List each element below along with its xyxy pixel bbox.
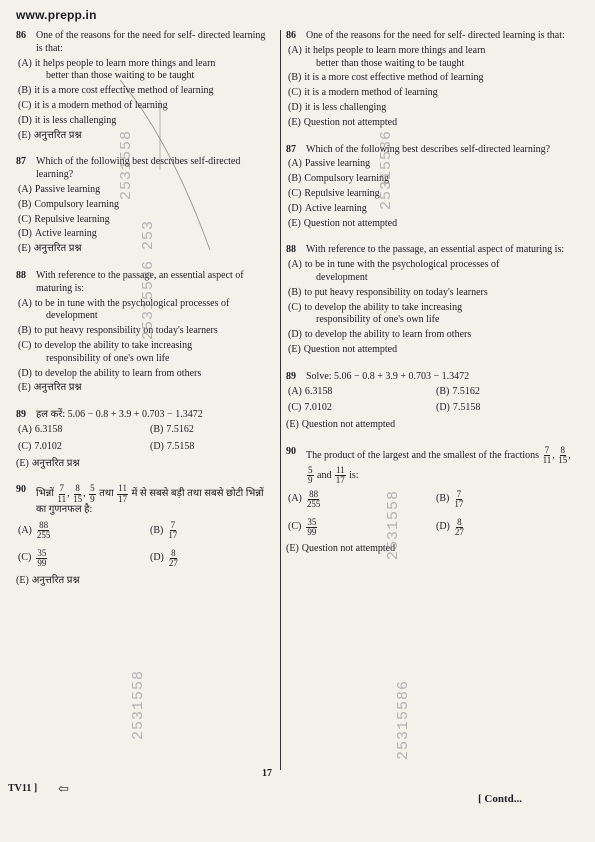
- option-d: (D) to develop the ability to learn from others: [288, 329, 472, 341]
- option-a: (A) 6.3158: [18, 423, 63, 435]
- option-e: (E) अनुत्तरित प्रश्न: [16, 574, 80, 586]
- option-a: (A) 6.3158: [288, 385, 333, 397]
- question-text: One of the reasons for the need for self- directed learning is that:: [306, 30, 565, 41]
- watermark: 25315586: [395, 679, 412, 760]
- option-b: (B) to put heavy responsibility on today's learners: [288, 286, 488, 298]
- option-d: (D) it is less challenging: [18, 114, 117, 126]
- fraction: $\frac{5}{9}$: [308, 464, 313, 486]
- option-a: (A) to be in tune with the psychological processes of development: [288, 259, 500, 283]
- question-89-left: [16, 409, 274, 470]
- option-d: (D) 7.5158: [150, 440, 195, 452]
- watermark: 25315586: [378, 129, 395, 210]
- option-c: (C) $\frac{35}{99}$: [18, 547, 47, 569]
- option-a: (A) to be in tune with the psychological processes of development: [18, 297, 230, 322]
- option-b: (B) $\frac{7}{17}$: [150, 519, 178, 541]
- site-url: www.prepp.in: [16, 8, 97, 22]
- option-c: (C) 7.0102: [288, 402, 332, 414]
- question-text: हल करें: 5.06 − 0.8 + 3.9 + 0.703 − 1.3472: [36, 409, 203, 421]
- option-c: (C) 7.0102: [18, 440, 62, 452]
- option-e: (E) अनुत्तरित प्रश्न: [18, 129, 82, 141]
- option-e: (E) Question not attempted: [288, 217, 398, 229]
- watermark: 2531558: [118, 129, 135, 200]
- fraction: $\frac{11}{17}$: [118, 483, 128, 504]
- option-e: (E) Question not attempted: [288, 116, 398, 128]
- fraction: $\frac{7}{11}$: [542, 444, 552, 466]
- question-number: 89: [286, 370, 296, 382]
- option-e: (E) Question not attempted: [286, 543, 396, 555]
- question-number: 90: [16, 484, 26, 496]
- question-86-left: [16, 30, 274, 142]
- continued-label: [ Contd...: [478, 793, 523, 805]
- option-d: (D) it is less challenging: [288, 101, 387, 113]
- question-88-right: [286, 244, 576, 356]
- question-90-right: [286, 446, 576, 556]
- option-b: (B) it is a more cost effective method of learning: [18, 85, 214, 97]
- option-b: (B) Compulsory learning: [18, 198, 120, 210]
- option-c: (C) to develop the ability to take increasing responsibility of one's own life: [18, 339, 193, 364]
- option-c: (C) to develop the ability to take increasing responsibility of one's own life: [288, 301, 463, 326]
- question-number: 86: [286, 30, 296, 41]
- option-c: (C) it is a modern method of learning: [288, 87, 438, 99]
- option-a: (A) it helps people to learn more things and learn better than those waiting to be taught: [18, 57, 216, 82]
- question-text: Which of the following best describes self-directed learning?: [306, 143, 551, 155]
- option-d: (D) 7.5158: [436, 402, 481, 414]
- option-e: (E) अनुत्तरित प्रश्न: [16, 457, 80, 469]
- option-c: (C) it is a modern method of learning: [18, 99, 168, 111]
- question-text: Solve: 5.06 − 0.8 + 3.9 + 0.703 − 1.3472: [306, 370, 470, 382]
- question-number: 89: [16, 409, 26, 421]
- question-89-right: [286, 371, 576, 432]
- question-number: 87: [286, 143, 296, 155]
- question-text: भिन्नों $\frac{7}{11}$ , $\frac{8}{15}$ , $\frac{5}{9}$ तथा $\frac{11}{17}$ में से सबसे बड़ी तथा सबसे छोटी भिन्नों का गुणनफल है:: [36, 483, 264, 516]
- option-e: (E) Question not attempted: [288, 343, 398, 355]
- option-a: (A) $\frac{88}{255}$: [288, 488, 321, 510]
- question-text: One of the reasons for the need for self- directed learning is that:: [36, 30, 266, 54]
- watermark: 2531558: [130, 669, 147, 740]
- option-d: (D) Active learning: [288, 202, 367, 214]
- question-90-left: [16, 484, 274, 587]
- option-b: (B) 7.5162: [150, 423, 194, 435]
- fraction: $\frac{7}{11}$: [57, 483, 67, 504]
- option-b: (B) it is a more cost effective method of learning: [288, 72, 484, 84]
- fraction: $\frac{8}{15}$: [73, 483, 83, 504]
- option-d: (D) Active learning: [18, 228, 97, 240]
- question-text: Which of the following best describes self-directed learning?: [36, 156, 241, 181]
- fraction: $\frac{11}{17}$: [335, 464, 345, 486]
- question-number: 90: [286, 445, 296, 457]
- question-text: With reference to the passage, an essential aspect of maturing is:: [306, 244, 565, 256]
- left-arrow-icon: ⇦: [58, 781, 69, 796]
- option-e: (E) अनुत्तरित प्रश्न: [18, 382, 82, 394]
- watermark: 25315586 253: [140, 219, 157, 340]
- question-text: With reference to the passage, an essential aspect of maturing is:: [36, 269, 244, 294]
- option-c: (C) Repulsive learning: [18, 213, 110, 225]
- option-b: (B) to put heavy responsibility on today's learners: [18, 325, 218, 337]
- option-a: (A) Passive learning: [18, 183, 101, 195]
- question-86-right: [286, 30, 576, 130]
- question-number: 88: [286, 244, 296, 256]
- option-e: (E) Question not attempted: [286, 419, 396, 431]
- column-divider: [280, 30, 281, 770]
- option-d: (D) to develop the ability to learn from others: [18, 367, 202, 379]
- option-b: (B) $\frac{7}{17}$: [436, 488, 464, 510]
- option-a: (A) Passive learning: [288, 158, 371, 170]
- question-number: 87: [16, 156, 26, 168]
- option-a: (A) $\frac{88}{255}$: [18, 519, 51, 541]
- option-c: (C) $\frac{35}{99}$: [288, 516, 317, 537]
- option-e: (E) अनुत्तरित प्रश्न: [18, 243, 82, 255]
- watermark: 2531558: [385, 489, 402, 560]
- right-column-english: [286, 30, 576, 570]
- page-number: 17: [262, 768, 272, 779]
- fraction: $\frac{8}{15}$: [558, 444, 568, 466]
- question-number: 86: [16, 30, 26, 41]
- option-b: (B) 7.5162: [436, 385, 480, 397]
- option-d: (D) $\frac{8}{27}$: [150, 547, 178, 569]
- booklet-code: TV11 ]: [8, 783, 38, 794]
- option-c: (C) Repulsive learning: [288, 187, 380, 199]
- question-number: 88: [16, 269, 26, 281]
- question-text: The product of the largest and the smallest of the fractions $\frac{7}{11}$ , $\frac{8}{15}$ , $\frac{5}{9}$ and $\frac{11}{17}$ is:: [306, 444, 571, 486]
- option-b: (B) Compulsory learning: [288, 173, 390, 185]
- option-a: (A) it helps people to learn more things and learn better than those waiting to be taught: [288, 44, 486, 69]
- question-87-right: [286, 144, 576, 231]
- fraction: $\frac{5}{9}$: [90, 483, 95, 504]
- option-d: (D) $\frac{8}{27}$: [436, 516, 464, 537]
